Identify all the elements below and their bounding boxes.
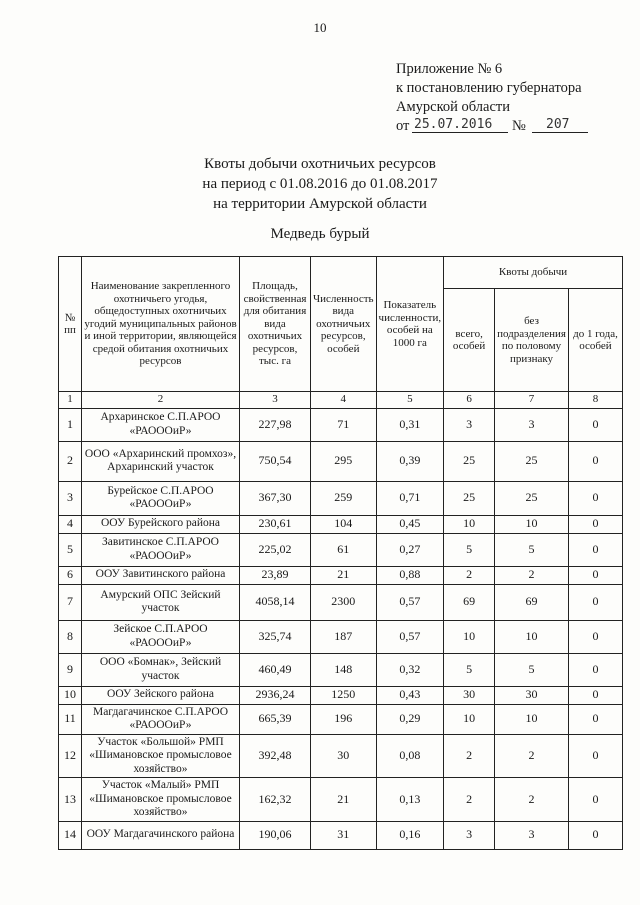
quota-under1: 0 <box>568 686 622 704</box>
quota-total: 30 <box>444 686 495 704</box>
quota-total: 10 <box>444 515 495 533</box>
quota-under1: 0 <box>568 408 622 441</box>
appendix-block <box>396 60 582 136</box>
quota-no-gender: 10 <box>495 515 569 533</box>
area-value: 392,48 <box>240 734 311 778</box>
hunting-ground-name: Завитинское С.П.АРОО «РАОООиР» <box>82 533 240 566</box>
order-number: 207 <box>546 117 570 132</box>
population-value: 31 <box>311 821 377 849</box>
order-line <box>396 117 582 136</box>
density-value: 0,43 <box>376 686 444 704</box>
hunting-ground-name: Бурейское С.П.АРОО «РАОООиР» <box>82 481 240 515</box>
density-value: 0,13 <box>376 778 444 822</box>
row-number: 11 <box>59 704 82 734</box>
hunting-ground-name: ООО «Архаринский промхоз», Архаринский участок <box>82 441 240 481</box>
quota-total: 5 <box>444 653 495 686</box>
header-under1: до 1 года, особей <box>568 289 622 392</box>
header-no-gender: без подразделения по половому признаку <box>495 289 569 392</box>
density-value: 0,45 <box>376 515 444 533</box>
order-from-label: от <box>396 118 410 134</box>
quota-under1: 0 <box>568 441 622 481</box>
row-number: 3 <box>59 481 82 515</box>
table-row <box>59 704 623 734</box>
population-value: 104 <box>311 515 377 533</box>
quota-under1: 0 <box>568 734 622 778</box>
quota-no-gender: 2 <box>495 566 569 584</box>
table-row <box>59 533 623 566</box>
population-value: 2300 <box>311 584 377 620</box>
row-number: 7 <box>59 584 82 620</box>
quota-under1: 0 <box>568 653 622 686</box>
column-number: 1 <box>59 392 82 409</box>
hunting-ground-name: Участок «Малый» РМП «Шимановское промысловое хозяйство» <box>82 778 240 822</box>
area-value: 2936,24 <box>240 686 311 704</box>
header-total: всего, особей <box>444 289 495 392</box>
quota-total: 2 <box>444 778 495 822</box>
population-value: 30 <box>311 734 377 778</box>
quota-total: 3 <box>444 408 495 441</box>
row-number: 9 <box>59 653 82 686</box>
quota-total: 2 <box>444 566 495 584</box>
header-name: Наименование закрепленного охотничьего угодья, общедоступных охотничьих угодий муниципальных районов и иной территории, являющейся средой обитания охотничьих ресурсов <box>82 257 240 392</box>
quota-total: 10 <box>444 620 495 653</box>
quota-under1: 0 <box>568 481 622 515</box>
header-num: № пп <box>59 257 82 392</box>
density-value: 0,88 <box>376 566 444 584</box>
column-number: 3 <box>240 392 311 409</box>
density-value: 0,08 <box>376 734 444 778</box>
quota-table <box>58 256 623 850</box>
population-value: 295 <box>311 441 377 481</box>
area-value: 23,89 <box>240 566 311 584</box>
hunting-ground-name: Участок «Большой» РМП «Шимановское промысловое хозяйство» <box>82 734 240 778</box>
hunting-ground-name: ООУ Бурейского района <box>82 515 240 533</box>
hunting-ground-name: Зейское С.П.АРОО «РАОООиР» <box>82 620 240 653</box>
column-number: 2 <box>82 392 240 409</box>
quota-no-gender: 3 <box>495 821 569 849</box>
area-value: 225,02 <box>240 533 311 566</box>
area-value: 162,32 <box>240 778 311 822</box>
quota-under1: 0 <box>568 584 622 620</box>
quota-total: 2 <box>444 734 495 778</box>
hunting-ground-name: Амурский ОПС Зейский участок <box>82 584 240 620</box>
row-number: 13 <box>59 778 82 822</box>
table-row <box>59 441 623 481</box>
quota-no-gender: 10 <box>495 620 569 653</box>
row-number: 14 <box>59 821 82 849</box>
quota-under1: 0 <box>568 704 622 734</box>
quota-no-gender: 2 <box>495 778 569 822</box>
density-value: 0,71 <box>376 481 444 515</box>
header-count: Численность вида охотничьих ресурсов, особей <box>311 257 377 392</box>
header-area: Площадь, свойственная для обитания вида охотничьих ресурсов, тыс. га <box>240 257 311 392</box>
area-value: 325,74 <box>240 620 311 653</box>
hunting-ground-name: Архаринское С.П.АРОО «РАОООиР» <box>82 408 240 441</box>
quota-no-gender: 5 <box>495 653 569 686</box>
quota-under1: 0 <box>568 821 622 849</box>
quota-under1: 0 <box>568 620 622 653</box>
population-value: 196 <box>311 704 377 734</box>
area-value: 460,49 <box>240 653 311 686</box>
population-value: 71 <box>311 408 377 441</box>
column-number: 6 <box>444 392 495 409</box>
population-value: 148 <box>311 653 377 686</box>
population-value: 21 <box>311 566 377 584</box>
appendix-decree: к постановлению губернатора <box>396 80 582 96</box>
density-value: 0,16 <box>376 821 444 849</box>
quota-under1: 0 <box>568 778 622 822</box>
table-row <box>59 778 623 822</box>
population-value: 61 <box>311 533 377 566</box>
row-number: 2 <box>59 441 82 481</box>
order-date: 25.07.2016 <box>414 117 493 132</box>
quota-under1: 0 <box>568 515 622 533</box>
quota-no-gender: 25 <box>495 441 569 481</box>
quota-total: 69 <box>444 584 495 620</box>
density-value: 0,31 <box>376 408 444 441</box>
row-number: 10 <box>59 686 82 704</box>
quota-no-gender: 10 <box>495 704 569 734</box>
population-value: 21 <box>311 778 377 822</box>
table-row <box>59 686 623 704</box>
table-row <box>59 408 623 441</box>
quota-total: 3 <box>444 821 495 849</box>
quota-total: 5 <box>444 533 495 566</box>
appendix-title: Приложение № 6 <box>396 61 503 77</box>
quota-no-gender: 25 <box>495 481 569 515</box>
title-line-1: Квоты добычи охотничьих ресурсов <box>204 156 436 172</box>
density-value: 0,39 <box>376 441 444 481</box>
table-row <box>59 566 623 584</box>
hunting-ground-name: Магдагачинское С.П.АРОО «РАОООиР» <box>82 704 240 734</box>
area-value: 230,61 <box>240 515 311 533</box>
population-value: 1250 <box>311 686 377 704</box>
quota-under1: 0 <box>568 533 622 566</box>
area-value: 750,54 <box>240 441 311 481</box>
quota-total: 10 <box>444 704 495 734</box>
population-value: 187 <box>311 620 377 653</box>
density-value: 0,57 <box>376 584 444 620</box>
quota-no-gender: 3 <box>495 408 569 441</box>
quota-total: 25 <box>444 481 495 515</box>
header-quotas: Квоты добычи <box>444 257 623 289</box>
table-row <box>59 821 623 849</box>
quota-no-gender: 2 <box>495 734 569 778</box>
document-title <box>0 154 640 214</box>
quota-no-gender: 30 <box>495 686 569 704</box>
quota-no-gender: 5 <box>495 533 569 566</box>
quota-total: 25 <box>444 441 495 481</box>
density-value: 0,32 <box>376 653 444 686</box>
table-row <box>59 734 623 778</box>
column-number: 8 <box>568 392 622 409</box>
page-number: 10 <box>313 20 327 35</box>
title-line-2: на период с 01.08.2016 до 01.08.2017 <box>202 176 438 192</box>
title-line-3: на территории Амурской области <box>213 196 427 212</box>
table-row <box>59 653 623 686</box>
row-number: 6 <box>59 566 82 584</box>
table-body <box>59 408 623 849</box>
area-value: 4058,14 <box>240 584 311 620</box>
table-row <box>59 584 623 620</box>
density-value: 0,29 <box>376 704 444 734</box>
order-number-label: № <box>512 118 526 134</box>
quota-under1: 0 <box>568 566 622 584</box>
table-row <box>59 481 623 515</box>
quota-no-gender: 69 <box>495 584 569 620</box>
row-number: 5 <box>59 533 82 566</box>
row-number: 4 <box>59 515 82 533</box>
column-number: 4 <box>311 392 377 409</box>
column-number: 5 <box>376 392 444 409</box>
area-value: 227,98 <box>240 408 311 441</box>
table-row <box>59 620 623 653</box>
row-number: 8 <box>59 620 82 653</box>
hunting-ground-name: ООУ Магдагачинского района <box>82 821 240 849</box>
area-value: 367,30 <box>240 481 311 515</box>
appendix-region: Амурской области <box>396 99 510 115</box>
column-number: 7 <box>495 392 569 409</box>
area-value: 665,39 <box>240 704 311 734</box>
area-value: 190,06 <box>240 821 311 849</box>
population-value: 259 <box>311 481 377 515</box>
header-density: Показатель численности, особей на 1000 га <box>376 257 444 392</box>
hunting-ground-name: ООУ Завитинского района <box>82 566 240 584</box>
density-value: 0,57 <box>376 620 444 653</box>
row-number: 12 <box>59 734 82 778</box>
column-number-row <box>59 392 623 409</box>
row-number: 1 <box>59 408 82 441</box>
hunting-ground-name: ООУ Зейского района <box>82 686 240 704</box>
table-row <box>59 515 623 533</box>
hunting-ground-name: ООО «Бомнак», Зейский участок <box>82 653 240 686</box>
density-value: 0,27 <box>376 533 444 566</box>
species-subtitle: Медведь бурый <box>270 226 370 242</box>
